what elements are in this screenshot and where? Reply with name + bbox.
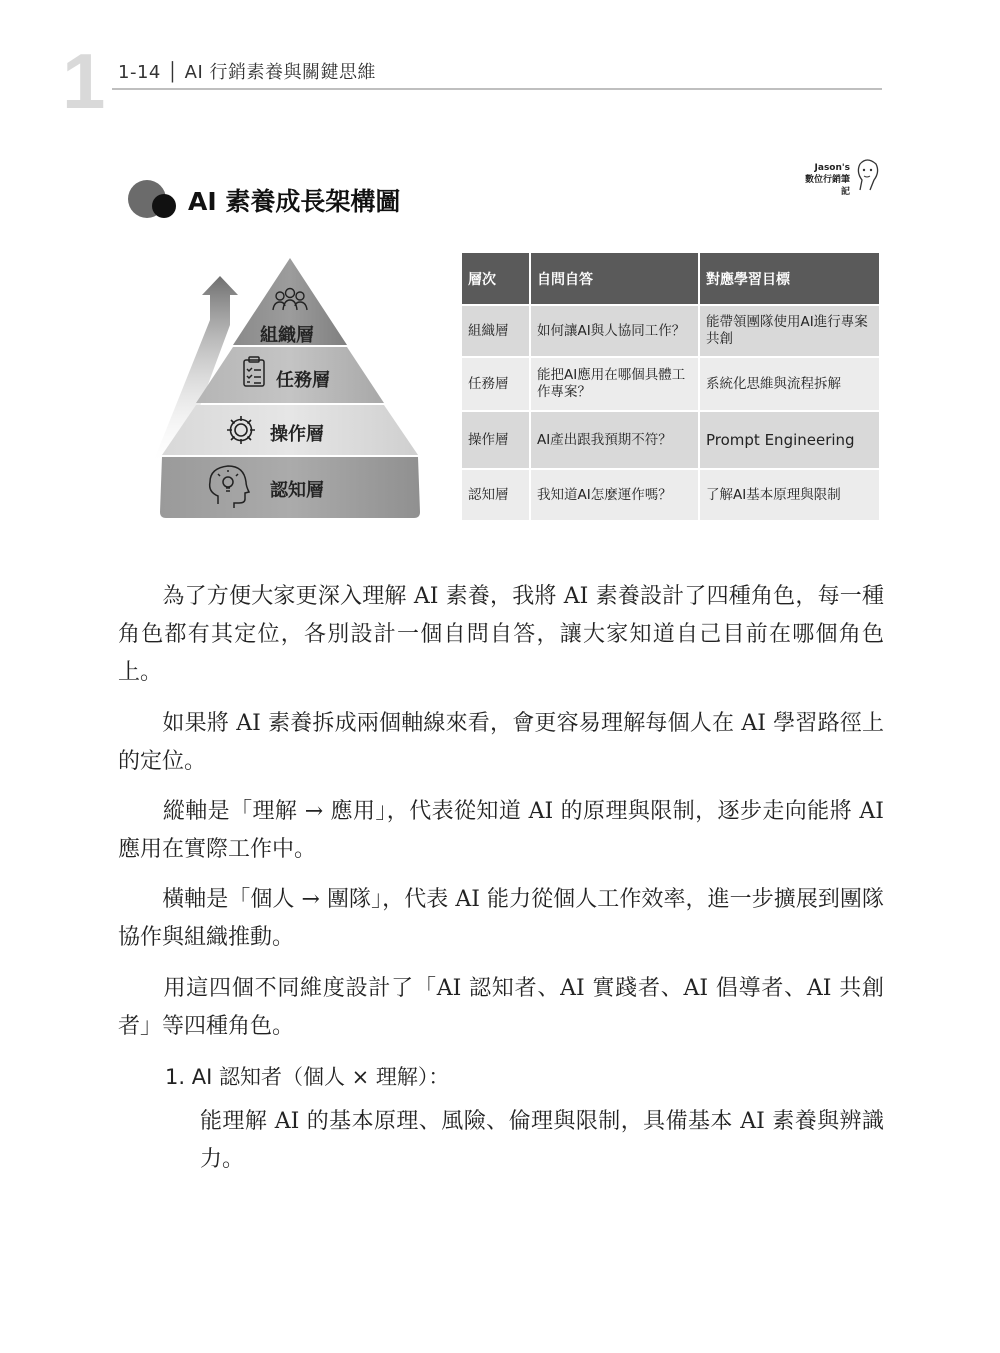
table-row	[462, 468, 879, 520]
table-row	[462, 356, 879, 410]
table-cell: 如何讓AI與人協同工作？	[531, 304, 700, 356]
table-cell: 能把AI應用在哪個具體工作專案？	[531, 356, 700, 410]
body-paragraph: 用這四個不同維度設計了「AI 認知者、AI 實踐者、AI 倡導者、AI 共創者」等四種角色。	[118, 976, 884, 1039]
list-item-heading: 1. AI 認知者（個人 × 理解）：	[165, 1065, 450, 1089]
list-item-body: 能理解 AI 的基本原理、風險、倫理與限制，具備基本 AI 素養與辨識力。	[200, 1109, 884, 1172]
body-paragraph: 為了方便大家更深入理解 AI 素養，我將 AI 素養設計了四種角色，每一種角色都有其定位，各別設計一個自問自答，讓大家知道自己目前在哪個角色上。	[118, 584, 884, 685]
pyramid-level-cognition: 認知層	[270, 480, 324, 501]
body-paragraph: 橫軸是「個人 → 團隊」，代表 AI 能力從個人工作效率，進一步擴展到團隊協作與組織推動。	[118, 887, 884, 950]
table-cell: 系統化思維與流程拆解	[700, 356, 879, 410]
table-row	[462, 410, 879, 468]
brand-logo	[800, 158, 885, 198]
table-header-goal: 對應學習目標	[700, 253, 879, 304]
pyramid-level-operation: 操作層	[270, 424, 324, 445]
table-cell: AI產出跟我預期不符？	[531, 410, 700, 468]
table-cell: 我知道AI怎麼運作嗎？	[531, 468, 700, 520]
literacy-table	[462, 253, 879, 520]
table-cell: 了解AI基本原理與限制	[700, 468, 879, 520]
table-cell: 能帶領團隊使用AI進行專案共創	[700, 304, 879, 356]
header-divider	[112, 88, 882, 90]
pyramid-diagram	[150, 250, 430, 530]
table-row	[462, 304, 879, 356]
running-header: 1-14 │ AI 行銷素養與關鍵思維	[118, 62, 376, 83]
table-header-level: 層次	[462, 253, 531, 304]
brand-line-1: Jason's	[814, 163, 850, 173]
pyramid-level-organization: 組織層	[260, 325, 314, 346]
table-cell: 組織層	[462, 304, 531, 356]
pyramid-level-task: 任務層	[276, 370, 330, 391]
table-cell: 操作層	[462, 410, 531, 468]
table-cell: 認知層	[462, 468, 531, 520]
body-paragraph: 如果將 AI 素養拆成兩個軸線來看，會更容易理解每個人在 AI 學習路徑上的定位。	[118, 711, 884, 774]
section-bullet-icon	[128, 180, 178, 220]
body-paragraph: 縱軸是「理解 → 應用」，代表從知道 AI 的原理與限制，逐步走向能將 AI 應用在實際工作中。	[118, 799, 884, 862]
chapter-number: 1	[62, 37, 106, 125]
brand-face-icon	[852, 158, 882, 194]
brand-line-2: 數位行銷筆記	[804, 175, 850, 197]
section-title: AI 素養成長架構圖	[188, 187, 401, 216]
table-cell: Prompt Engineering	[700, 410, 879, 468]
table-cell: 任務層	[462, 356, 531, 410]
table-header-question: 自問自答	[531, 253, 700, 304]
